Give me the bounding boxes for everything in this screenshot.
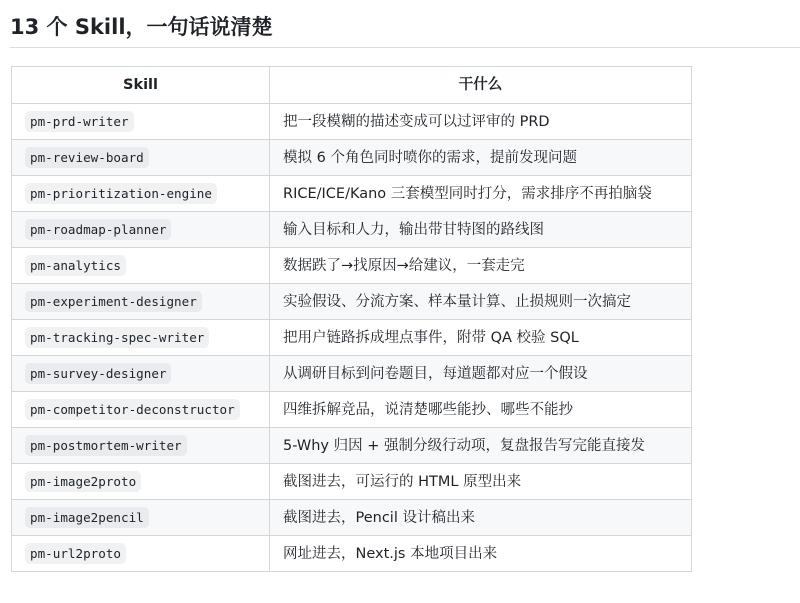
skill-cell [12,140,270,176]
skill-cell [12,536,270,572]
skill-cell [12,104,270,140]
table-row [12,248,692,284]
skill-name: pm-review-board [25,147,149,168]
description-cell: 从调研目标到问卷题目，每道题都对应一个假设 [270,356,692,392]
table-row [12,356,692,392]
table-row [12,212,692,248]
table-row [12,104,692,140]
description-cell: 输入目标和人力，输出带甘特图的路线图 [270,212,692,248]
skill-name: pm-image2pencil [25,507,149,528]
table-row [12,320,692,356]
table-header [12,67,692,104]
description-cell: 截图进去，Pencil 设计稿出来 [270,500,692,536]
table-row [12,536,692,572]
description-cell: 网址进去，Next.js 本地项目出来 [270,536,692,572]
description-cell: 5-Why 归因 + 强制分级行动项，复盘报告写完能直接发 [270,428,692,464]
skill-cell [12,284,270,320]
skill-cell [12,248,270,284]
description-cell: 实验假设、分流方案、样本量计算、止损规则一次搞定 [270,284,692,320]
skill-cell [12,356,270,392]
description-cell: 四维拆解竞品，说清楚哪些能抄、哪些不能抄 [270,392,692,428]
skill-cell [12,392,270,428]
column-header-skill: Skill [12,67,270,104]
table-body [12,104,692,572]
skill-cell [12,320,270,356]
skill-name: pm-postmortem-writer [25,435,187,456]
skill-cell [12,464,270,500]
section-heading [10,10,800,48]
skill-name: pm-prioritization-engine [25,183,217,204]
skill-cell [12,176,270,212]
skill-cell [12,212,270,248]
skill-name: pm-survey-designer [25,363,171,384]
column-header-purpose: 干什么 [270,67,692,104]
table-header-row [12,67,692,104]
skill-name: pm-roadmap-planner [25,219,171,240]
skill-cell [12,428,270,464]
description-cell: 把一段模糊的描述变成可以过评审的 PRD [270,104,692,140]
table-row [12,140,692,176]
skill-name: pm-analytics [25,255,126,276]
skill-name: pm-competitor-deconstructor [25,399,240,420]
table-row [12,176,692,212]
table-row [12,464,692,500]
table-row [12,428,692,464]
skill-name: pm-tracking-spec-writer [25,327,209,348]
skill-name: pm-url2proto [25,543,126,564]
description-cell: RICE/ICE/Kano 三套模型同时打分，需求排序不再拍脑袋 [270,176,692,212]
skill-name: pm-prd-writer [25,111,134,132]
description-cell: 数据跌了→找原因→给建议，一套走完 [270,248,692,284]
skill-cell [12,500,270,536]
skills-table [11,66,692,572]
table-row [12,284,692,320]
skill-name: pm-experiment-designer [25,291,202,312]
description-cell: 把用户链路拆成埋点事件，附带 QA 校验 SQL [270,320,692,356]
table-row [12,392,692,428]
skill-name: pm-image2proto [25,471,141,492]
page-title: 13 个 Skill，一句话说清楚 [10,15,273,39]
description-cell: 模拟 6 个角色同时喷你的需求，提前发现问题 [270,140,692,176]
description-cell: 截图进去，可运行的 HTML 原型出来 [270,464,692,500]
table-row [12,500,692,536]
